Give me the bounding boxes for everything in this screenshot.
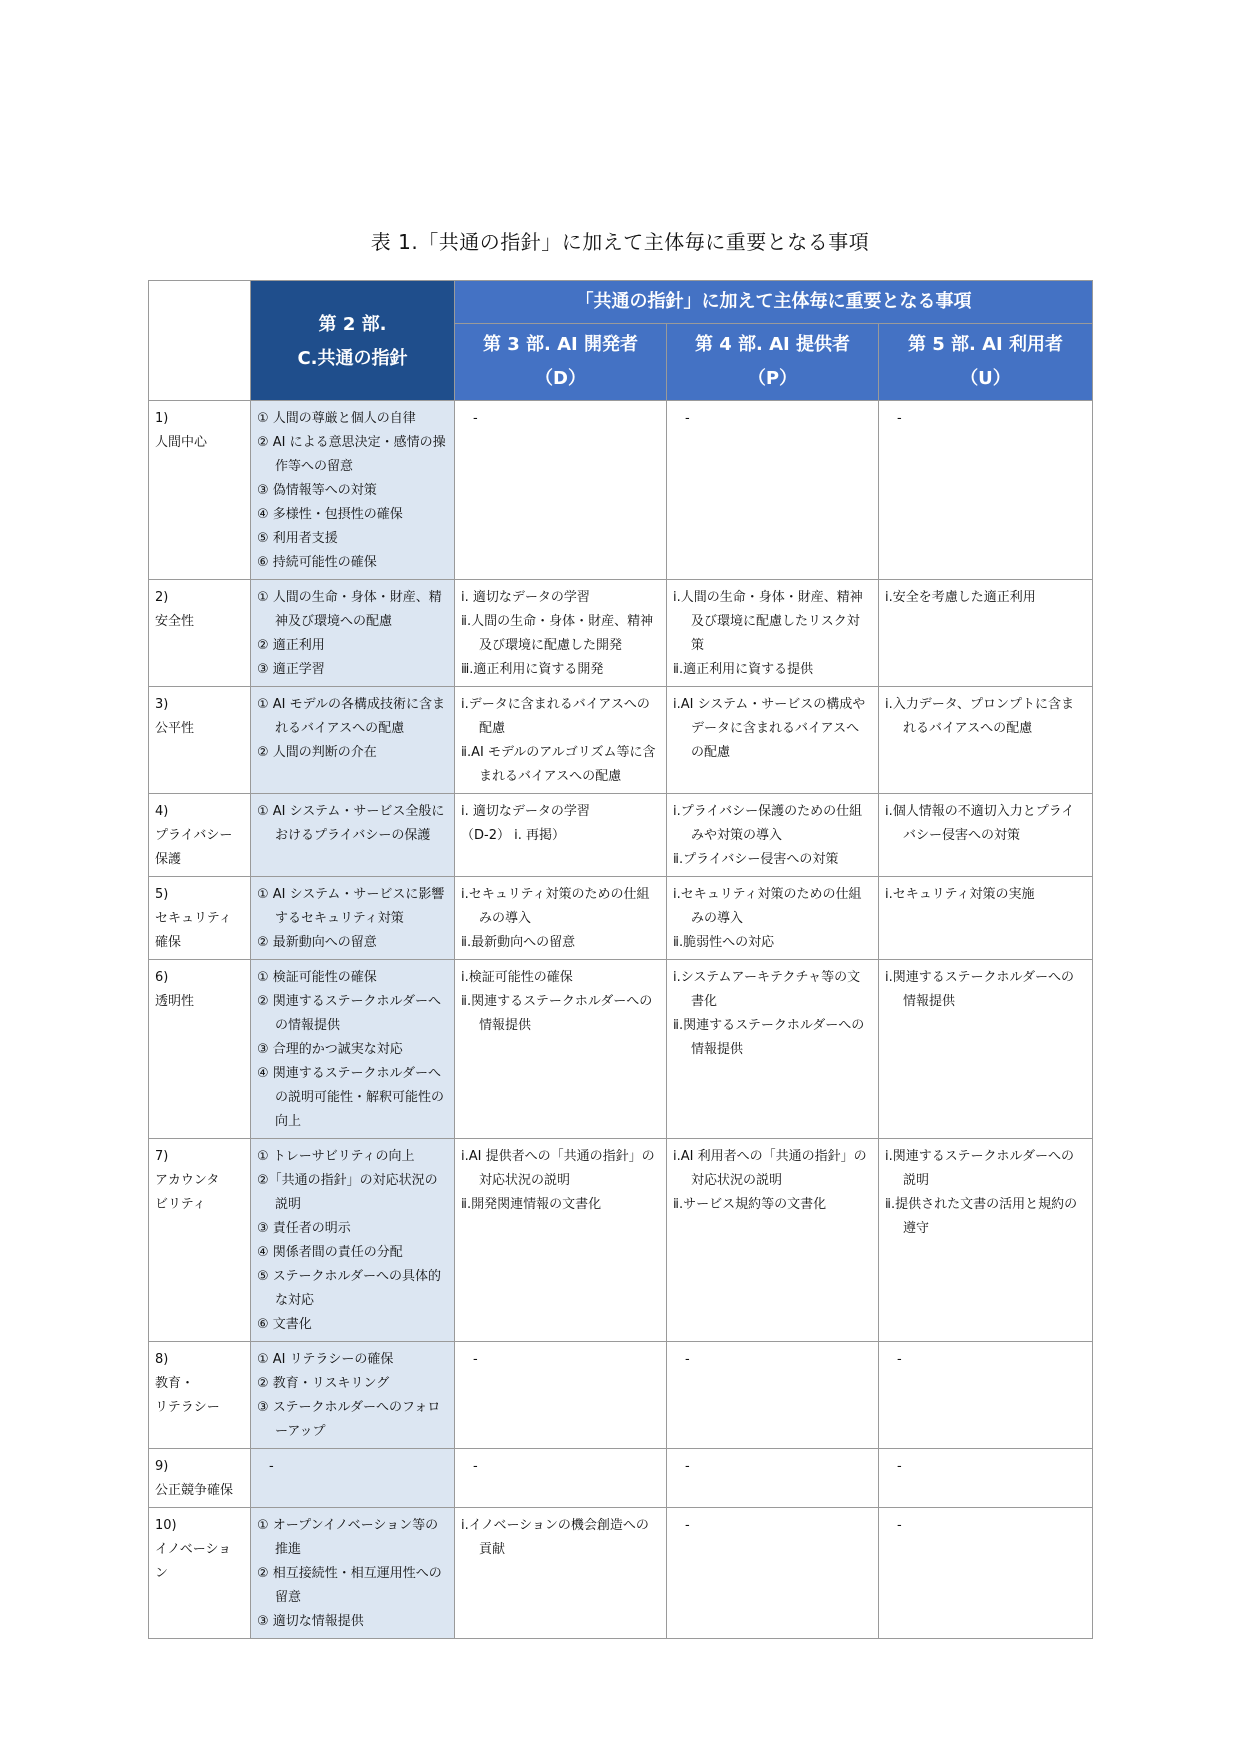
row-label (149, 1508, 251, 1639)
row-label-line: 安全性 (155, 614, 195, 629)
cell-item: ② AI による意思決定・感情の操作等への留意 (257, 435, 446, 474)
user-cell (879, 794, 1093, 877)
cell-item: ② 相互接続性・相互運用性への留意 (257, 1566, 442, 1605)
developer-cell (455, 1508, 667, 1639)
cell-item: ③ 適切な情報提供 (257, 1614, 364, 1629)
row-label-line: 公正競争確保 (155, 1483, 234, 1498)
row-label-line: 教育・ (155, 1376, 195, 1391)
row-label-line: アカウンタ (155, 1173, 220, 1188)
cell-item: - (269, 1459, 274, 1474)
cell-item: ③ ステークホルダーへのフォローアップ (257, 1400, 441, 1439)
header-actor-group: 「共通の指針」に加えて主体毎に重要となる事項 (455, 281, 1093, 324)
row-label (149, 401, 251, 580)
developer-cell (455, 794, 667, 877)
cell-item: ⅰ. 適切なデータの学習 (461, 804, 590, 819)
header-dev-line1: 第 3 部. AI 開発者 (482, 334, 639, 355)
header-blank-cell (149, 281, 251, 401)
cell-item: - (897, 411, 902, 426)
cell-item: ⅱ.人間の生命・身体・財産、精神及び環境に配慮した開発 (461, 614, 654, 653)
row-label-line: 1) (155, 411, 169, 426)
cell-item: ⅰ.データに含まれるバイアスへの配慮 (461, 697, 650, 736)
table-row (149, 960, 1093, 1139)
common-guideline-cell (251, 401, 455, 580)
cell-item: ① AI モデルの各構成技術に含まれるバイアスへの配慮 (257, 697, 445, 736)
table-title: 表 1.「共通の指針」に加えて主体毎に重要となる事項 (370, 230, 870, 254)
developer-cell (455, 687, 667, 794)
provider-cell (667, 877, 879, 960)
row-label-line: 保護 (155, 852, 182, 867)
provider-cell (667, 401, 879, 580)
cell-item: ② 人間の判断の介在 (257, 745, 377, 760)
cell-item: ④ 多様性・包摂性の確保 (257, 507, 403, 522)
user-cell (879, 877, 1093, 960)
header-prov-line1: 第 4 部. AI 提供者 (694, 334, 851, 355)
row-label-line: 10) (155, 1518, 177, 1533)
header-user-line1: 第 5 部. AI 利用者 (907, 334, 1064, 355)
row-label-line: 5) (155, 887, 169, 902)
cell-item: ⅰ.関連するステークホルダーへの情報提供 (885, 970, 1074, 1009)
developer-cell (455, 1342, 667, 1449)
row-label (149, 687, 251, 794)
header-common-line1: 第 2 部. (318, 313, 387, 335)
user-cell (879, 1449, 1093, 1508)
common-guideline-cell (251, 1449, 455, 1508)
row-label-line: 人間中心 (155, 435, 208, 450)
cell-item: ⅱ.開発関連情報の文書化 (461, 1197, 602, 1212)
provider-cell (667, 794, 879, 877)
header-ai-developer (455, 324, 667, 401)
developer-cell (455, 960, 667, 1139)
cell-item: ⅰ.人間の生命・身体・財産、精神及び環境に配慮したリスク対策 (673, 590, 863, 653)
user-cell (879, 960, 1093, 1139)
developer-cell (455, 580, 667, 687)
row-label (149, 877, 251, 960)
cell-item: ⅰ.セキュリティ対策の実施 (885, 887, 1035, 902)
row-label (149, 1342, 251, 1449)
cell-item: ⅰ.セキュリティ対策のための仕組みの導入 (673, 887, 862, 926)
cell-item: ① 人間の生命・身体・財産、精神及び環境への配慮 (257, 590, 442, 629)
provider-cell (667, 687, 879, 794)
cell-item: ⅰ.関連するステークホルダーへの説明 (885, 1149, 1074, 1188)
cell-item: ⅰ.入力データ、プロンプトに含まれるバイアスへの配慮 (885, 697, 1074, 736)
cell-item: ① トレーサビリティの向上 (257, 1149, 415, 1164)
cell-item: ②「共通の指針」の対応状況の説明 (257, 1173, 438, 1212)
table-row (149, 1342, 1093, 1449)
row-label-line: イノベーション (155, 1542, 232, 1581)
common-guideline-cell (251, 794, 455, 877)
row-label-line: 9) (155, 1459, 169, 1474)
developer-cell (455, 877, 667, 960)
cell-item: ② 適正利用 (257, 638, 325, 653)
cell-item: ⅰ.検証可能性の確保 (461, 970, 573, 985)
cell-item: ⅰ.AI 利用者への「共通の指針」の対応状況の説明 (673, 1149, 867, 1188)
common-guideline-cell (251, 1508, 455, 1639)
cell-item: ② 教育・リスキリング (257, 1376, 390, 1391)
cell-item: - (897, 1459, 902, 1474)
developer-cell (455, 1139, 667, 1342)
cell-item: ⅱ.最新動向への留意 (461, 935, 576, 950)
cell-item: ⅱ.サービス規約等の文書化 (673, 1197, 827, 1212)
table-row (149, 580, 1093, 687)
cell-item: - (473, 411, 478, 426)
cell-item: ④ 関連するステークホルダーへの説明可能性・解釈可能性の向上 (257, 1066, 445, 1129)
cell-item: ③ 責任者の明示 (257, 1221, 351, 1236)
header-common-line2: C.共通の指針 (297, 347, 408, 369)
user-cell (879, 1508, 1093, 1639)
cell-item: - (473, 1352, 478, 1367)
cell-item: ⅱ.適正利用に資する提供 (673, 662, 814, 677)
cell-item: ⑤ ステークホルダーへの具体的な対応 (257, 1269, 442, 1308)
cell-item: - (473, 1459, 478, 1474)
cell-item: ⑥ 文書化 (257, 1317, 312, 1332)
cell-item: ① AI リテラシーの確保 (257, 1352, 394, 1367)
row-label (149, 1449, 251, 1508)
developer-cell (455, 1449, 667, 1508)
header-ai-user (879, 324, 1093, 401)
row-label-line: 7) (155, 1149, 169, 1164)
row-label-line: ビリティ (155, 1197, 206, 1212)
cell-item: ⅰ.イノベーションの機会創造への貢献 (461, 1518, 649, 1557)
cell-item: - (685, 1459, 690, 1474)
cell-item: ⅰ.セキュリティ対策のための仕組みの導入 (461, 887, 650, 926)
common-guideline-cell (251, 960, 455, 1139)
cell-item: ⅱ.提供された文書の活用と規約の遵守 (885, 1197, 1078, 1236)
cell-item: ① 検証可能性の確保 (257, 970, 377, 985)
user-cell (879, 687, 1093, 794)
table-row (149, 1449, 1093, 1508)
user-cell (879, 401, 1093, 580)
common-guideline-cell (251, 580, 455, 687)
common-guideline-cell (251, 1139, 455, 1342)
cell-item: ② 関連するステークホルダーへの情報提供 (257, 994, 442, 1033)
table-row (149, 1508, 1093, 1639)
header-ai-provider (667, 324, 879, 401)
cell-item: ⅱ.脆弱性への対応 (673, 935, 775, 950)
cell-item: ⅱ.AI モデルのアルゴリズム等に含まれるバイアスへの配慮 (461, 745, 656, 784)
cell-item: ⅰ.AI システム・サービスの構成やデータに含まれるバイアスへの配慮 (673, 697, 866, 760)
row-label-line: リテラシー (155, 1400, 220, 1415)
row-label-line: セキュリティ (155, 911, 232, 926)
user-cell (879, 1342, 1093, 1449)
cell-item: ⅲ.適正利用に資する開発 (461, 662, 604, 677)
cell-item: ① 人間の尊厳と個人の自律 (257, 411, 416, 426)
header-dev-line2: （D） (535, 368, 586, 389)
provider-cell (667, 1342, 879, 1449)
cell-item: ③ 偽情報等への対策 (257, 483, 377, 498)
row-label-line: 4) (155, 804, 169, 819)
common-guideline-cell (251, 1342, 455, 1449)
row-label (149, 580, 251, 687)
cell-item: - (897, 1352, 902, 1367)
cell-item: ⅰ.個人情報の不適切入力とプライバシー侵害への対策 (885, 804, 1075, 843)
cell-item: ⅱ.プライバシー侵害への対策 (673, 852, 839, 867)
cell-item: ⅱ.関連するステークホルダーへの情報提供 (461, 994, 653, 1033)
cell-item: ⅰ.システムアーキテクチャ等の文書化 (673, 970, 861, 1009)
cell-item: ① AI システム・サービスに影響するセキュリティ対策 (257, 887, 445, 926)
row-label (149, 794, 251, 877)
common-guideline-cell (251, 687, 455, 794)
cell-item: ① AI システム・サービス全般におけるプライバシーの保護 (257, 804, 445, 843)
row-label-line: 公平性 (155, 721, 195, 736)
cell-item: ⅰ.AI 提供者への「共通の指針」の対応状況の説明 (461, 1149, 655, 1188)
cell-item: ⑥ 持続可能性の確保 (257, 555, 377, 570)
header-common-guideline (251, 281, 455, 401)
row-label-line: プライバシー (155, 828, 233, 843)
row-label-line: 8) (155, 1352, 169, 1367)
provider-cell (667, 1449, 879, 1508)
table-row (149, 794, 1093, 877)
provider-cell (667, 960, 879, 1139)
user-cell (879, 1139, 1093, 1342)
cell-item: ⅰ.安全を考慮した適正利用 (885, 590, 1036, 605)
row-label (149, 1139, 251, 1342)
table-row (149, 877, 1093, 960)
row-label (149, 960, 251, 1139)
cell-item: - (685, 1518, 690, 1533)
cell-item: ① オープンイノベーション等の推進 (257, 1518, 439, 1557)
cell-item: - (685, 1352, 690, 1367)
table-row (149, 401, 1093, 580)
provider-cell (667, 580, 879, 687)
cell-item: ③ 合理的かつ誠実な対応 (257, 1042, 403, 1057)
cell-item: ⅱ.関連するステークホルダーへの情報提供 (673, 1018, 865, 1057)
cell-item: ④ 関係者間の責任の分配 (257, 1245, 403, 1260)
table-row (149, 687, 1093, 794)
cell-item: ⅰ. 適切なデータの学習 (461, 590, 590, 605)
header-user-line2: （U） (960, 368, 1011, 389)
cell-item: （D-2） ⅰ. 再掲） (461, 828, 565, 843)
user-cell (879, 580, 1093, 687)
table-body (149, 401, 1093, 1639)
cell-item: ⅰ.プライバシー保護のための仕組みや対策の導入 (673, 804, 863, 843)
provider-cell (667, 1139, 879, 1342)
row-label-line: 確保 (155, 935, 182, 950)
row-label-line: 透明性 (155, 994, 195, 1009)
table-row (149, 1139, 1093, 1342)
cell-item: - (897, 1518, 902, 1533)
header-prov-line2: （P） (747, 368, 798, 389)
row-label-line: 2) (155, 590, 169, 605)
cell-item: ② 最新動向への留意 (257, 935, 377, 950)
cell-item: ③ 適正学習 (257, 662, 325, 677)
row-label-line: 3) (155, 697, 169, 712)
common-guideline-cell (251, 877, 455, 960)
cell-item: - (685, 411, 690, 426)
developer-cell (455, 401, 667, 580)
cell-item: ⑤ 利用者支援 (257, 531, 338, 546)
principles-table (148, 280, 1093, 1639)
row-label-line: 6) (155, 970, 169, 985)
provider-cell (667, 1508, 879, 1639)
